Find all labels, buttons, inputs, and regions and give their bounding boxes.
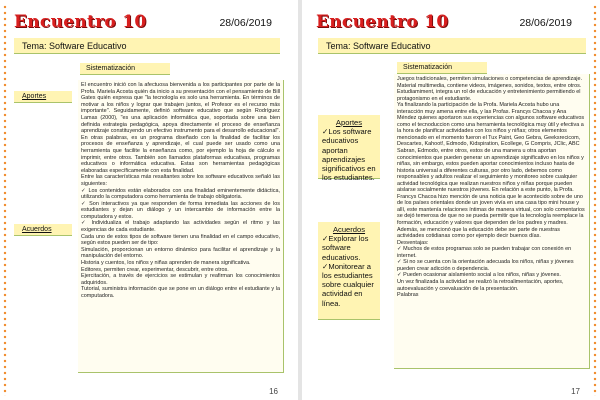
sistematizacion-content: [394, 74, 590, 369]
paragraph: ✓ Los contenidos están elaborados con una finalidad eminentemente didáctica, utilizando la computadora como herramienta de trabajo obligatoria.: [81, 187, 280, 201]
paragraph: Entre las características más resaltantes sobre los software educativos señaló las siguientes:: [81, 174, 280, 187]
paragraph: Tutorial, suministra información que se pone en un diálogo entre el estudiante y la computadora.: [81, 286, 280, 299]
paragraph: ✓ Muchos de estos programas solo se pueden trabajar con conexión en internet.: [397, 246, 572, 259]
paragraph: Editores, permiten crear, experimentar, descubrir, entre otros.: [81, 266, 229, 273]
page-date: 28/06/2019: [519, 17, 572, 29]
paragraph: Desventajas:: [397, 239, 429, 246]
paragraph: Ejercitación, a través de ejercicios se estimulan y reafirman los conocimientos adquiridos.: [81, 273, 280, 286]
aportes-box: [318, 115, 380, 183]
tema-box: Tema: Software Educativo: [14, 38, 280, 54]
acuerdos-item: ✓Monitorear a los estudiantes sobre cualquier actividad en línea.: [322, 261, 374, 308]
paragraph: Simulación, proporcionan un entorno dinámico para facilitar el aprendizaje y la manipulación del entorno.: [81, 246, 280, 260]
sistematizacion-label: Sistematización: [80, 63, 170, 75]
acuerdos-label: Acuerdos: [14, 224, 72, 236]
tema-box: Tema: Software Educativo: [318, 38, 586, 54]
page-title: Encuentro 10: [316, 12, 449, 32]
decorative-dotted-border: [592, 4, 598, 396]
paragraph: ✓ Pueden ocasionar aislamiento social a los niños, niñas y jóvenes.: [397, 272, 561, 279]
paragraph: Un vez finalizada la actividad se realizó la retroalimentación, aportes, autoevaluación y coevaluación de la presentación.: [397, 278, 564, 292]
paragraph: Estudiamiment, integra un rol de educación y entretenimiento permitiendo el protagonismo en el estudiante.: [397, 89, 581, 102]
paragraph: Cada uno de estos tipos de software tienen una finalidad en el campo educativo, según estos pueden ser de tipo:: [81, 233, 280, 247]
paragraph: Material multimedia, contiene videos, imágenes, sonidos, textos, entre otros.: [397, 82, 582, 89]
acuerdos-item: ✓Explorar los software educativos.: [322, 234, 369, 262]
paragraph: ✓ Son interactivos ya que responden de forma inmediata las acciones de los estudiantes y dejan un diálogo y un intercambio de información entre la computadora y estos.: [81, 200, 280, 220]
page-number: 16: [269, 387, 278, 396]
page-number: 17: [571, 387, 580, 396]
acuerdos-label: Acuerdos: [332, 225, 366, 234]
paragraph: ✓ Si no se cuenta con la orientación adecuada los niños, niñas y jóvenes pueden crear adicción o dependencia.: [397, 259, 574, 272]
paragraph: Juegos tradicionales, permiten simulaciones o competencias de aprendizaje.: [397, 76, 582, 82]
page-date: 28/06/2019: [219, 17, 272, 29]
acuerdos-box: [318, 222, 380, 320]
paragraph: ✓ Individualiza el trabajo adaptando las actividades según el ritmo y las exigencias de cada estudiante.: [81, 220, 280, 234]
sistematizacion-content: [78, 80, 284, 373]
aportes-label: Aportes: [14, 91, 72, 103]
decorative-dotted-border: [2, 4, 8, 396]
paragraph: Historia y cuentos, los niños y niñas aprenden de manera significativa.: [81, 260, 251, 267]
aportes-text: ✓Los software educativos aportan aprendizajes significativos en los estudiantes.: [322, 127, 376, 183]
page-right: [302, 0, 600, 400]
paragraph: El encuentro inició con la afectuosa bienvenida a los participantes por parte de la Profa. Mariela Acosta quién da inicio a su presentación con el pensamiento de Bill Gates quién expresa que "la tecnología es solo una herramienta. En términos de motivar a los niños y lograr que trabajen juntos, el Profesor es el recurso más importante". Seguidamente, definió software educativo que según Rodríguez Lamas (2000), "es una aplicación informática que, soportada sobre una bien definida estrategia pedagógica, apoya directamente el proceso de enseñanza aprendizaje constituyendo un efectivo instrumento para el desarrollo educacional". En otras palabras, es un programa diseñado con la finalidad de facilitar los procesos de enseñanza y aprendizaje, el cual puede ser usado como una herramienta que facilite la enseñanza como, por ejemplo la hoja de cálculo e imprimir, entre otros. También son llamados plataformas educativas, programas educativos o informática educativa. Estas son herramientas pedagógicas elaboradas específicamente con esta finalidad.: [81, 82, 280, 174]
page-left: [0, 0, 298, 400]
page-title: Encuentro 10: [14, 12, 147, 32]
sistematizacion-label: Sistematización: [397, 62, 487, 74]
aportes-label: Aportes: [335, 118, 363, 127]
paragraph: Palabras: [397, 292, 419, 299]
paragraph: Ya finalizando la participación de la Profa. Mariela Acosta hubo una interacción muy amena entre ella, y las Profas. Francys Chacoa y Ana Méndez quienes aportaron sus experiencias con algunos software educativos como el tecnoduccion como una herramienta tecnológica muy útil y efectiva a la hora de planificar actividades con los niños y niñas; otros elementos mencionado en el momento fueron el Tux Paint, Geo Gebra, Geeksrecicom, Descartes, Kahoot!, Edmodo, Kidspiration, Ecollege, G Compris, JClic, ABC Sabran, Edmodo, entre otros, estos de una manera u otra aportan conocimientos que pueden generar un aprendizaje significativo en los niños y niñas, sin embargo, estos pueden aportar conocimientos incluso hasta de historia universal a diferentes culturas, por otro lado, debemos como responsables y adultos realizar el seguimiento y monitoreo sobre cualquier actividad tecnológica que realizan nuestros niños y niñas porque pueden aislarse socialmente nuestros jóvenes. En relación a este punto, la Profa. Francys Chacoa hizo mención de una noticia que le acontecido sobre de uno de los países orientales donde un joven vivía en una casa tipo mini house y allí, este mantenía relaciones íntimas de manera virtual, con solo comentarios se dejó temerosa de que no se pueda permitir que la tecnología reemplace la formación, educación y valores que dependen de los padres y madres. Además, se mencionó que la educación debe ser parte de nuestras actividades cotidianas como por ejemplo decir buenos días.: [397, 102, 585, 240]
